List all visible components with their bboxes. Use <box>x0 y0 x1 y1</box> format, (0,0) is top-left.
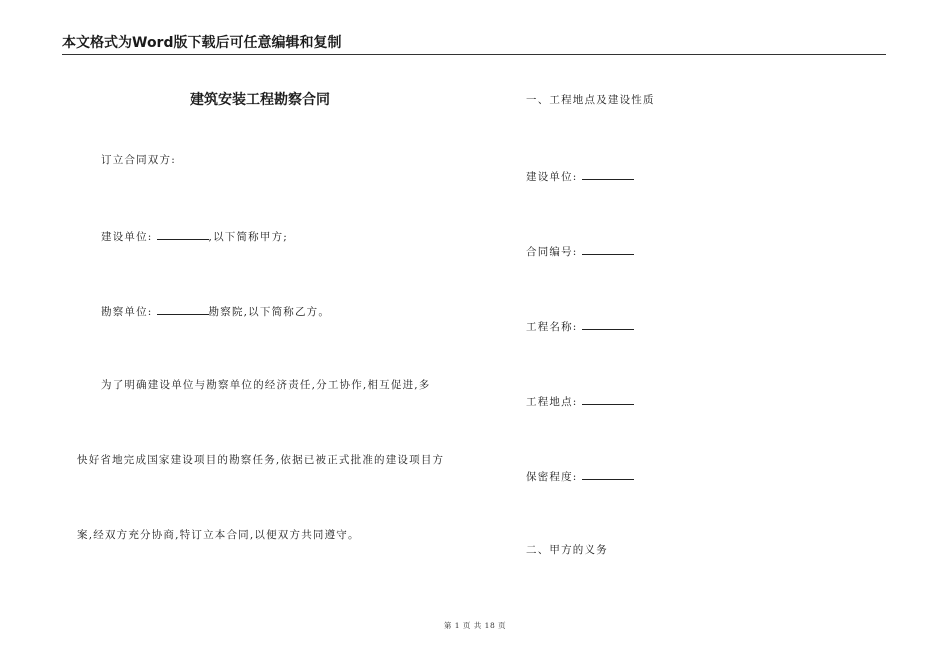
page-number-footer: 第 1 页 共 18 页 <box>443 621 507 630</box>
party-b-suffix: 勘察院,以下简称乙方。 <box>208 306 331 318</box>
section-1-heading: 一、工程地点及建设性质 <box>526 94 655 106</box>
field-label: 建设单位: <box>526 171 578 183</box>
party-a-suffix: ,以下简称甲方; <box>208 231 289 243</box>
party-b-blank <box>157 304 209 315</box>
field-blank <box>582 319 634 330</box>
page-header <box>62 34 886 55</box>
field-label: 合同编号: <box>526 246 578 258</box>
party-b-line <box>101 304 330 319</box>
field-project-location <box>526 394 634 409</box>
field-contract-number <box>526 244 634 259</box>
section-2-heading: 二、甲方的义务 <box>526 544 608 556</box>
intro-paragraph: 订立合同双方: <box>101 154 176 166</box>
field-confidentiality-level <box>526 469 634 484</box>
party-a-blank <box>157 229 209 240</box>
party-b-label: 勘察单位: <box>101 306 153 318</box>
field-blank <box>582 469 634 480</box>
party-a-line <box>101 229 288 244</box>
field-blank <box>582 169 634 180</box>
field-construction-unit <box>526 169 634 184</box>
field-label: 工程名称: <box>526 321 578 333</box>
field-label: 保密程度: <box>526 471 578 483</box>
document-title: 建筑安装工程勘察合同 <box>190 92 330 108</box>
header-text: 本文格式为Word版下载后可任意编辑和复制 <box>62 35 342 51</box>
body-paragraph-line-1: 为了明确建设单位与勘察单位的经济责任,分工协作,相互促进,多 <box>101 379 431 391</box>
body-paragraph-line-2: 快好省地完成国家建设项目的勘察任务,依据已被正式批准的建设项目方 <box>77 454 445 466</box>
field-blank <box>582 394 634 405</box>
field-project-name <box>526 319 634 334</box>
field-blank <box>582 244 634 255</box>
field-label: 工程地点: <box>526 396 578 408</box>
party-a-label: 建设单位: <box>101 231 153 243</box>
body-paragraph-line-3: 案,经双方充分协商,特订立本合同,以便双方共同遵守。 <box>77 529 360 541</box>
